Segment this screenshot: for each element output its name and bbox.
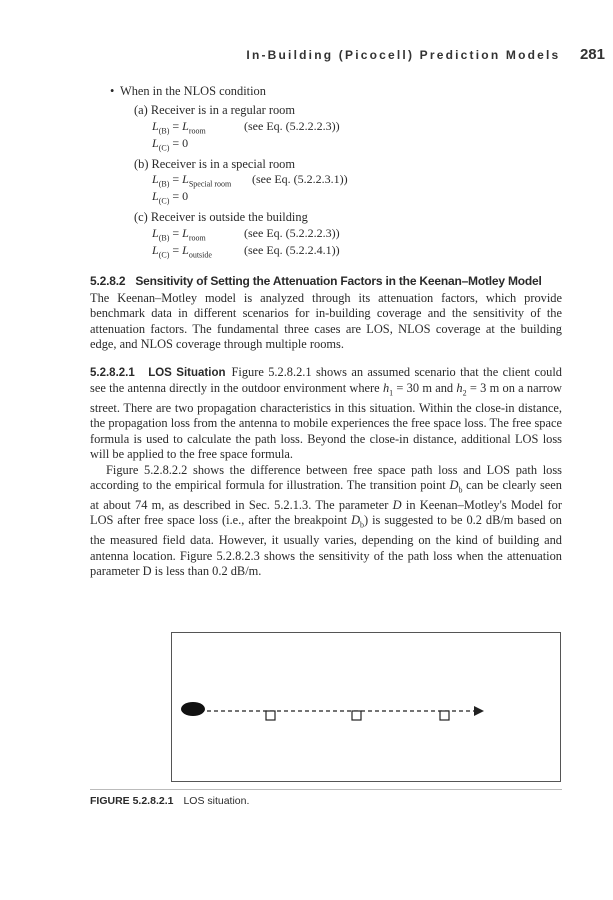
- figure-label: FIGURE 5.2.8.2.1: [90, 795, 174, 807]
- nlos-case-a: [90, 103, 562, 152]
- receiver-square-icon: [440, 711, 449, 720]
- equation: $L_{(B)} = L_{Special room}$ (see Eq. (5.2.2.3.1)): [152, 172, 348, 189]
- equation-ref: (see Eq. (5.2.2.2.3)): [244, 118, 340, 133]
- caption-rule: [90, 789, 562, 790]
- figure-los-situation: [171, 632, 561, 782]
- equation-ref: (see Eq. (5.2.2.3.1)): [252, 172, 348, 187]
- section-body: The Keenan–Motley model is analyzed through its attenuation factors, which provide benchmark data in different scenarios for in-building coverage and the sensitivity of the attenuation factors. The fundamental three cases are LOS, NLOS coverage at the building edge, and NLOS coverage through multiple rooms.: [90, 291, 562, 352]
- case-label: (a) Receiver is in a regular room: [134, 103, 296, 118]
- running-title: In-Building (Picocell) Prediction Models: [246, 48, 561, 62]
- equation: $L_{(C)} = L_{outside}$ (see Eq. (5.2.2.4.1)): [152, 242, 340, 260]
- equation-ref: (see Eq. (5.2.2.4.1)): [244, 242, 340, 257]
- receiver-square-icon: [352, 711, 361, 720]
- equation: $L_{(B)} = L_{room}$ (see Eq. (5.2.2.2.3)): [152, 118, 340, 136]
- figure-diagram: [172, 633, 560, 781]
- nlos-case-b: [90, 157, 562, 206]
- running-header: [246, 46, 605, 63]
- equation-ref: (see Eq. (5.2.2.2.3)): [244, 225, 340, 240]
- nlos-intro: • When in the NLOS condition: [90, 84, 562, 99]
- subsection-paragraph-2: Figure 5.2.8.2.2 shows the difference between free space path loss and LOS path loss according to the empirical formula for illustration. The transition point $D_b$ can be clearly seen at about 74 m, as described in Sec. 5.2.1.3. The parameter D in Keenan–Motley's Model for LOS after free space loss (i.e., after the breakpoint $D_b$) is suggested to be 0.2 dB/m based on the measured field data. However, it usually varies, depending on the kind of building and antenna location. Figure 5.2.8.2.3 shows the sensitivity of the path loss when the attenuation parameter D is less than 0.2 dB/m.: [90, 462, 562, 578]
- equation: $L_{(C)} = 0$: [152, 135, 189, 153]
- page-body: [90, 84, 562, 579]
- equation: $L_{(B)} = L_{room}$ (see Eq. (5.2.2.2.3)): [152, 225, 340, 243]
- figure-caption: [90, 795, 249, 807]
- equation: $L_{(C)} = 0$: [152, 189, 189, 206]
- subsection-heading: 5.2.8.2.1 LOS Situation: [90, 366, 226, 379]
- section-heading: 5.2.8.2 Sensitivity of Setting the Attenuation Factors in the Keenan–Motley Model: [90, 273, 542, 288]
- page-number: 281: [579, 46, 605, 63]
- figure-caption-text: LOS situation.: [183, 795, 250, 807]
- nlos-case-c: [90, 210, 562, 259]
- case-label: (c) Receiver is outside the building: [134, 210, 308, 225]
- receiver-square-icon: [266, 711, 275, 720]
- arrow-head-icon: [474, 706, 484, 716]
- subsection-paragraph-1: 5.2.8.2.1 LOS Situation Figure 5.2.8.2.1 shows an assumed scenario that the client could see the antenna directly in the outdoor environment where $h_1 = 30$ m and $h_2 = 3$ m on a narrow street. There are two propagation characteristics in this situation. Within the close-in distance, the propagation loss from the antenna to mobile experiences the free space loss. The free space formula is used to calculate the path loss. Beyond the close-in distance, additional LOS loss will be applied to the free space formula.: [90, 364, 563, 462]
- antenna-ellipse-icon: [181, 702, 205, 716]
- case-label: (b) Receiver is in a special room: [134, 156, 296, 171]
